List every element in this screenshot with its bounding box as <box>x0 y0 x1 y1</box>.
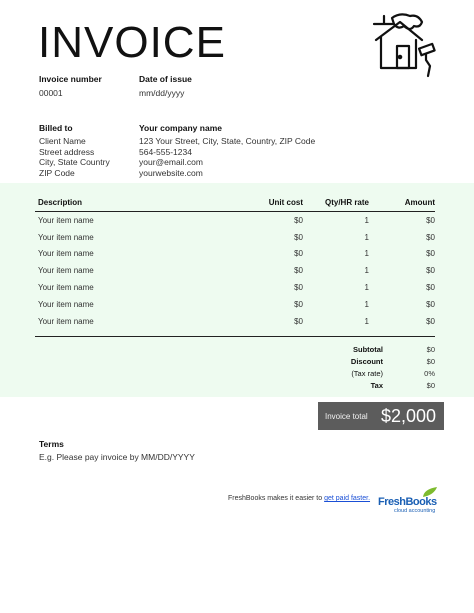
subtotal-value: $0 <box>426 345 435 354</box>
footer-text: FreshBooks makes it easier to <box>228 495 323 502</box>
company-phone[interactable]: 564-555-1234 <box>139 146 192 157</box>
tax-rate-value[interactable]: 0% <box>424 369 435 378</box>
item-description[interactable]: Your item name <box>38 249 94 259</box>
item-qty[interactable]: 1 <box>364 215 369 225</box>
billed-to-label: Billed to <box>39 123 73 133</box>
item-description[interactable]: Your item name <box>38 316 94 326</box>
terms-text[interactable]: E.g. Please pay invoice by MM/DD/YYYY <box>39 452 195 462</box>
freshbooks-logo[interactable] <box>378 486 440 518</box>
item-amount: $0 <box>426 316 435 326</box>
company-email[interactable]: your@email.com <box>139 157 203 167</box>
company-website[interactable]: yourwebsite.com <box>139 167 203 178</box>
table-row[interactable] <box>35 296 435 313</box>
item-amount: $0 <box>426 283 435 293</box>
line-items-table <box>35 198 435 337</box>
terms-label: Terms <box>39 439 64 449</box>
item-qty[interactable]: 1 <box>364 266 369 276</box>
item-amount: $0 <box>426 215 435 225</box>
item-unit-cost[interactable]: $0 <box>294 215 303 225</box>
item-qty[interactable]: 1 <box>364 316 369 326</box>
invoice-number-value[interactable]: 00001 <box>39 88 63 98</box>
header-qty: Qty/HR rate <box>324 198 369 207</box>
item-qty[interactable]: 1 <box>364 299 369 309</box>
company-name[interactable]: Your company name <box>139 123 222 133</box>
invoice-total-label: Invoice total <box>325 411 368 421</box>
header-unit-cost: Unit cost <box>268 198 303 207</box>
item-qty[interactable]: 1 <box>364 232 369 242</box>
item-qty[interactable]: 1 <box>364 283 369 293</box>
client-city[interactable]: City, State Country <box>39 157 110 167</box>
header-description: Description <box>38 198 83 207</box>
item-description[interactable]: Your item name <box>38 283 94 293</box>
item-amount: $0 <box>426 299 435 309</box>
table-row[interactable] <box>35 313 435 330</box>
item-amount: $0 <box>426 232 435 242</box>
footer-note <box>228 495 370 502</box>
invoice-total-value: $2,000 <box>380 405 436 426</box>
item-unit-cost[interactable]: $0 <box>294 283 303 293</box>
get-paid-faster-link[interactable]: get paid faster. <box>324 495 371 502</box>
item-description[interactable]: Your item name <box>38 215 94 225</box>
discount-label: Discount <box>350 357 383 366</box>
freshbooks-wordmark: FreshBooks <box>378 496 437 508</box>
table-row[interactable] <box>35 246 435 263</box>
item-unit-cost[interactable]: $0 <box>294 266 303 276</box>
client-name[interactable]: Client Name <box>39 136 86 146</box>
tax-value: $0 <box>426 381 435 389</box>
company-address[interactable]: 123 Your Street, City, State, Country, ZIP Code <box>139 136 316 146</box>
table-divider <box>35 336 435 337</box>
table-row[interactable] <box>35 212 435 229</box>
table-header <box>35 198 435 212</box>
totals-summary <box>300 345 435 389</box>
item-amount: $0 <box>426 266 435 276</box>
house-paint-roller-icon <box>370 10 440 78</box>
item-amount: $0 <box>426 249 435 259</box>
client-street[interactable]: Street address <box>39 146 95 157</box>
item-description[interactable]: Your item name <box>38 266 94 276</box>
item-unit-cost[interactable]: $0 <box>294 249 303 259</box>
invoice-number-label: Invoice number <box>39 74 102 84</box>
tax-label: Tax <box>370 381 383 389</box>
subtotal-label: Subtotal <box>353 345 383 354</box>
item-qty[interactable]: 1 <box>364 249 369 259</box>
invoice-total-box <box>318 402 444 430</box>
item-description[interactable]: Your item name <box>38 299 94 309</box>
item-unit-cost[interactable]: $0 <box>294 232 303 242</box>
header-amount: Amount <box>404 198 435 207</box>
item-unit-cost[interactable]: $0 <box>294 316 303 326</box>
item-unit-cost[interactable]: $0 <box>294 299 303 309</box>
tax-rate-label: (Tax rate) <box>351 369 383 378</box>
date-of-issue-value[interactable]: mm/dd/yyyy <box>139 88 185 98</box>
invoice-title: INVOICE <box>38 18 226 67</box>
date-of-issue-label: Date of issue <box>139 74 192 84</box>
table-row[interactable] <box>35 262 435 279</box>
freshbooks-tagline: cloud accounting <box>394 508 436 514</box>
table-row[interactable] <box>35 229 435 246</box>
item-description[interactable]: Your item name <box>38 232 94 242</box>
discount-value[interactable]: $0 <box>426 357 435 366</box>
client-zip[interactable]: ZIP Code <box>39 167 75 178</box>
table-row[interactable] <box>35 279 435 296</box>
